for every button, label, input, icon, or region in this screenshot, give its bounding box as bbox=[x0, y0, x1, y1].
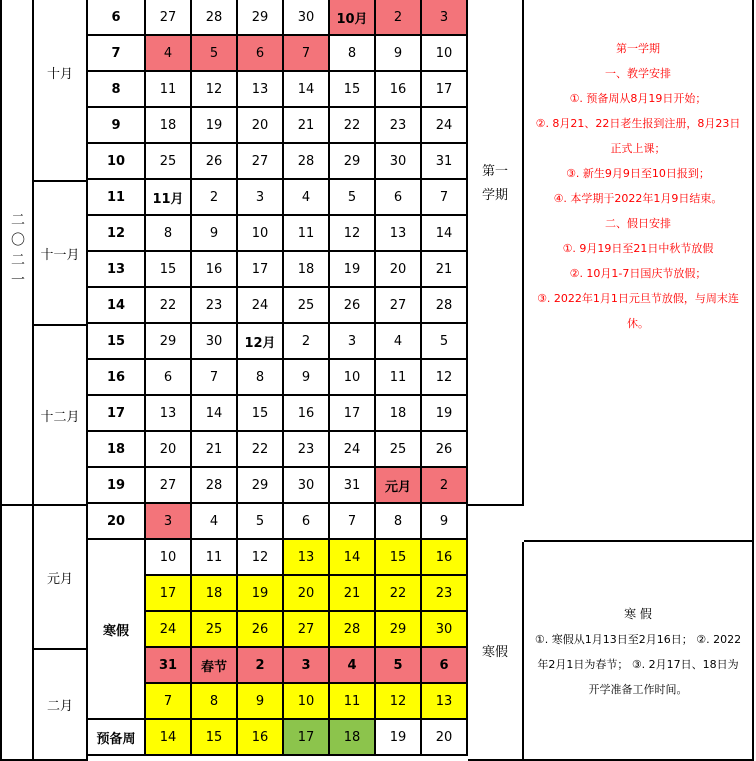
week-number: 7 bbox=[88, 36, 146, 72]
day-cell: 14 bbox=[192, 396, 238, 432]
day-cell: 18 bbox=[330, 720, 376, 756]
day-cell: 12 bbox=[192, 72, 238, 108]
week-number: 12 bbox=[88, 216, 146, 252]
note-line: ④. 本学期于2022年1月9日结束。 bbox=[553, 192, 723, 205]
week-number: 预备周 bbox=[88, 720, 146, 756]
day-cell: 19 bbox=[330, 252, 376, 288]
day-cell: 7 bbox=[422, 180, 468, 216]
day-cell: 19 bbox=[422, 396, 468, 432]
week-number: 16 bbox=[88, 360, 146, 396]
day-cell: 16 bbox=[422, 540, 468, 576]
day-cell: 30 bbox=[284, 468, 330, 504]
day-cell: 26 bbox=[192, 144, 238, 180]
notes-first-body bbox=[524, 0, 752, 336]
day-cell: 29 bbox=[146, 324, 192, 360]
day-cell: 10 bbox=[284, 684, 330, 720]
day-cell: 11 bbox=[146, 72, 192, 108]
day-cell: 6 bbox=[376, 180, 422, 216]
day-cell: 2 bbox=[422, 468, 468, 504]
notes-winter-body bbox=[524, 542, 752, 702]
day-cell: 8 bbox=[146, 216, 192, 252]
day-cell: 13 bbox=[376, 216, 422, 252]
week-number: 15 bbox=[88, 324, 146, 360]
day-cell: 21 bbox=[192, 432, 238, 468]
day-cell: 4 bbox=[284, 180, 330, 216]
week-number: 9 bbox=[88, 108, 146, 144]
day-cell: 25 bbox=[192, 612, 238, 648]
note-line: 开学准备工作时间。 bbox=[588, 683, 688, 696]
day-cell: 21 bbox=[284, 108, 330, 144]
day-cell: 29 bbox=[238, 0, 284, 36]
day-cell: 22 bbox=[146, 288, 192, 324]
day-cell: 9 bbox=[238, 684, 284, 720]
day-cell: 4 bbox=[146, 36, 192, 72]
day-cell: 18 bbox=[146, 108, 192, 144]
day-cell: 10月 bbox=[330, 0, 376, 36]
day-cell: 2 bbox=[376, 0, 422, 36]
day-cell: 24 bbox=[238, 288, 284, 324]
day-cell: 18 bbox=[192, 576, 238, 612]
note-line: ①. 9月19日至21日中秋节放假 bbox=[562, 242, 714, 255]
day-cell: 6 bbox=[238, 36, 284, 72]
month-label-jan: 元月 bbox=[34, 506, 88, 650]
day-cell: 19 bbox=[238, 576, 284, 612]
week-number: 20 bbox=[88, 504, 146, 540]
day-cell: 18 bbox=[376, 396, 422, 432]
semester-label-first bbox=[468, 0, 524, 506]
note-line: 第一学期 bbox=[616, 42, 660, 55]
day-cell: 29 bbox=[238, 468, 284, 504]
day-cell: 16 bbox=[284, 396, 330, 432]
day-cell: 9 bbox=[192, 216, 238, 252]
day-cell: 25 bbox=[284, 288, 330, 324]
day-cell: 19 bbox=[192, 108, 238, 144]
day-cell: 5 bbox=[422, 324, 468, 360]
day-cell: 4 bbox=[376, 324, 422, 360]
day-cell: 24 bbox=[146, 612, 192, 648]
day-cell: 31 bbox=[146, 648, 192, 684]
day-cell: 10 bbox=[422, 36, 468, 72]
day-cell: 4 bbox=[192, 504, 238, 540]
day-cell: 22 bbox=[376, 576, 422, 612]
note-line: 正式上课； bbox=[610, 142, 666, 155]
note-line: 年2月1日为春节； ③. 2月17日、18日为 bbox=[537, 658, 739, 671]
day-cell: 23 bbox=[422, 576, 468, 612]
day-cell: 8 bbox=[192, 684, 238, 720]
day-cell: 15 bbox=[192, 720, 238, 756]
month-label-feb: 二月 bbox=[34, 650, 88, 761]
day-cell: 23 bbox=[376, 108, 422, 144]
day-cell: 10 bbox=[146, 540, 192, 576]
day-cell: 22 bbox=[330, 108, 376, 144]
day-cell: 28 bbox=[422, 288, 468, 324]
day-cell: 17 bbox=[146, 576, 192, 612]
day-cell: 3 bbox=[146, 504, 192, 540]
notes-first-semester bbox=[524, 0, 754, 542]
day-cell: 20 bbox=[238, 108, 284, 144]
day-cell: 15 bbox=[146, 252, 192, 288]
day-cell: 16 bbox=[376, 72, 422, 108]
day-cell: 7 bbox=[146, 684, 192, 720]
day-cell: 5 bbox=[192, 36, 238, 72]
day-cell: 8 bbox=[238, 360, 284, 396]
day-cell: 29 bbox=[376, 612, 422, 648]
day-cell: 9 bbox=[422, 504, 468, 540]
day-cell: 30 bbox=[422, 612, 468, 648]
notes-winter-title: 寒 假 bbox=[624, 607, 652, 621]
week-number: 11 bbox=[88, 180, 146, 216]
day-cell: 15 bbox=[330, 72, 376, 108]
day-cell: 22 bbox=[238, 432, 284, 468]
day-cell: 30 bbox=[192, 324, 238, 360]
day-cell: 4 bbox=[330, 648, 376, 684]
note-line: ③. 新生9月9日至10日报到； bbox=[566, 167, 710, 180]
day-cell: 10 bbox=[330, 360, 376, 396]
note-line: ③. 2022年1月1日元旦节放假，与周末连 bbox=[537, 292, 739, 305]
day-cell: 6 bbox=[146, 360, 192, 396]
day-cell: 13 bbox=[284, 540, 330, 576]
day-cell: 27 bbox=[146, 0, 192, 36]
week-number: 8 bbox=[88, 72, 146, 108]
day-cell: 5 bbox=[376, 648, 422, 684]
day-cell: 31 bbox=[330, 468, 376, 504]
semester-label-winter: 寒假 bbox=[468, 542, 524, 761]
week-number: 10 bbox=[88, 144, 146, 180]
day-cell: 15 bbox=[238, 396, 284, 432]
day-cell: 11 bbox=[376, 360, 422, 396]
note-line: ①. 寒假从1月13日至2月16日； ②. 2022 bbox=[534, 633, 742, 646]
day-cell: 3 bbox=[422, 0, 468, 36]
day-cell: 12月 bbox=[238, 324, 284, 360]
month-label-nov: 十一月 bbox=[34, 182, 88, 326]
day-cell: 24 bbox=[330, 432, 376, 468]
day-cell: 26 bbox=[330, 288, 376, 324]
day-cell: 20 bbox=[422, 720, 468, 756]
day-cell: 5 bbox=[238, 504, 284, 540]
note-line: 二、假日安排 bbox=[605, 217, 671, 230]
note-line: ②. 10月1-7日国庆节放假； bbox=[569, 267, 707, 280]
day-cell: 31 bbox=[422, 144, 468, 180]
day-cell: 7 bbox=[330, 504, 376, 540]
day-cell: 2 bbox=[284, 324, 330, 360]
day-cell: 20 bbox=[284, 576, 330, 612]
day-cell: 6 bbox=[422, 648, 468, 684]
day-cell: 7 bbox=[192, 360, 238, 396]
day-cell: 11 bbox=[330, 684, 376, 720]
day-cell: 13 bbox=[238, 72, 284, 108]
day-cell: 10 bbox=[238, 216, 284, 252]
day-cell: 23 bbox=[192, 288, 238, 324]
day-cell: 12 bbox=[376, 684, 422, 720]
day-cell: 24 bbox=[422, 108, 468, 144]
day-cell: 17 bbox=[422, 72, 468, 108]
day-cell: 14 bbox=[422, 216, 468, 252]
day-cell: 14 bbox=[284, 72, 330, 108]
day-cell: 13 bbox=[146, 396, 192, 432]
week-number: 13 bbox=[88, 252, 146, 288]
day-cell: 6 bbox=[284, 504, 330, 540]
day-cell: 17 bbox=[330, 396, 376, 432]
year-spacer bbox=[0, 506, 34, 761]
day-cell: 9 bbox=[284, 360, 330, 396]
day-cell: 25 bbox=[146, 144, 192, 180]
day-cell: 8 bbox=[376, 504, 422, 540]
day-cell: 30 bbox=[284, 0, 330, 36]
day-cell: 12 bbox=[330, 216, 376, 252]
day-cell: 13 bbox=[422, 684, 468, 720]
day-cell: 5 bbox=[330, 180, 376, 216]
day-cell: 20 bbox=[146, 432, 192, 468]
day-cell: 2 bbox=[192, 180, 238, 216]
notes-winter bbox=[524, 542, 754, 761]
day-cell: 28 bbox=[330, 612, 376, 648]
day-cell: 15 bbox=[376, 540, 422, 576]
day-cell: 14 bbox=[330, 540, 376, 576]
day-cell: 25 bbox=[376, 432, 422, 468]
week-number: 14 bbox=[88, 288, 146, 324]
week-number: 6 bbox=[88, 0, 146, 36]
day-cell: 21 bbox=[422, 252, 468, 288]
day-cell: 29 bbox=[330, 144, 376, 180]
day-cell: 3 bbox=[330, 324, 376, 360]
day-cell: 28 bbox=[192, 0, 238, 36]
month-label-oct: 十月 bbox=[34, 0, 88, 182]
note-line: ②. 8月21、22日老生报到注册，8月23日 bbox=[535, 117, 741, 130]
day-cell: 17 bbox=[238, 252, 284, 288]
day-cell: 21 bbox=[330, 576, 376, 612]
day-cell: 27 bbox=[238, 144, 284, 180]
note-line: ①. 预备周从8月19日开始； bbox=[569, 92, 707, 105]
day-cell: 17 bbox=[284, 720, 330, 756]
day-cell: 春节 bbox=[192, 648, 238, 684]
day-cell: 2 bbox=[238, 648, 284, 684]
day-cell: 20 bbox=[376, 252, 422, 288]
week-number: 18 bbox=[88, 432, 146, 468]
day-cell: 30 bbox=[376, 144, 422, 180]
day-cell: 28 bbox=[284, 144, 330, 180]
day-cell: 14 bbox=[146, 720, 192, 756]
day-cell: 12 bbox=[238, 540, 284, 576]
week-number: 17 bbox=[88, 396, 146, 432]
day-cell: 元月 bbox=[376, 468, 422, 504]
day-cell: 26 bbox=[422, 432, 468, 468]
day-cell: 12 bbox=[422, 360, 468, 396]
day-cell: 11 bbox=[284, 216, 330, 252]
day-cell: 27 bbox=[284, 612, 330, 648]
day-cell: 16 bbox=[238, 720, 284, 756]
week-number: 19 bbox=[88, 468, 146, 504]
day-cell: 3 bbox=[284, 648, 330, 684]
month-label-dec: 十二月 bbox=[34, 326, 88, 506]
note-line: 休。 bbox=[627, 317, 649, 330]
semester-label-first-text: 第一学期 bbox=[481, 164, 508, 203]
day-cell: 28 bbox=[192, 468, 238, 504]
note-line: 一、教学安排 bbox=[605, 67, 671, 80]
day-cell: 27 bbox=[376, 288, 422, 324]
day-cell: 7 bbox=[284, 36, 330, 72]
year-label: 二〇二一 bbox=[0, 0, 34, 506]
day-cell: 27 bbox=[146, 468, 192, 504]
day-cell: 3 bbox=[238, 180, 284, 216]
day-cell: 11月 bbox=[146, 180, 192, 216]
day-cell: 19 bbox=[376, 720, 422, 756]
day-cell: 9 bbox=[376, 36, 422, 72]
day-cell: 26 bbox=[238, 612, 284, 648]
winter-label: 寒假 bbox=[88, 540, 146, 720]
day-cell: 8 bbox=[330, 36, 376, 72]
day-cell: 18 bbox=[284, 252, 330, 288]
day-cell: 11 bbox=[192, 540, 238, 576]
day-cell: 16 bbox=[192, 252, 238, 288]
day-cell: 23 bbox=[284, 432, 330, 468]
